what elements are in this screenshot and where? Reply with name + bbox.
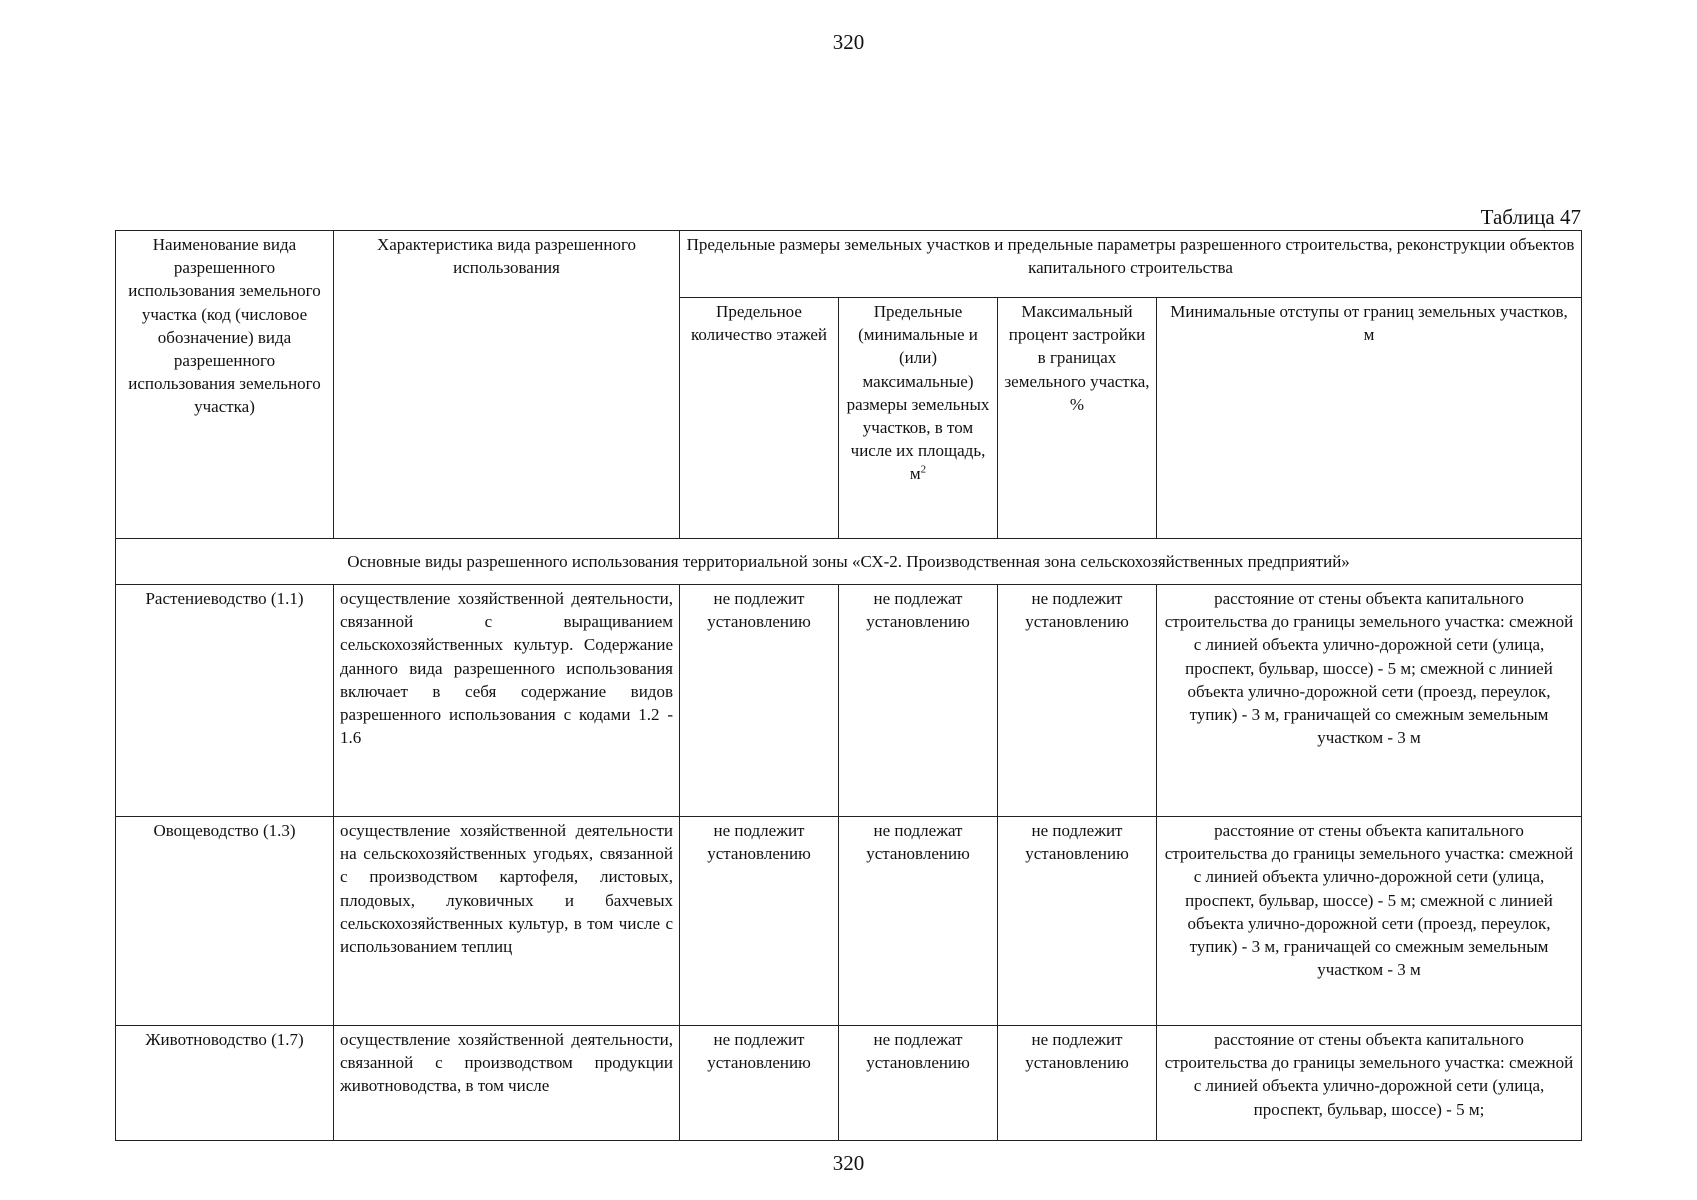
header-name: Наименование вида разрешенного использования земельного участка (код (числовое обозначение) вида разрешенного использования земельного участка) — [116, 231, 334, 539]
header-limits-group: Предельные размеры земельных участков и предельные параметры разрешенного строительства, реконструкции объектов капитального строительства — [680, 231, 1582, 298]
row-characteristic: осуществление хозяйственной деятельности на сельскохозяйственных угодьях, связанной с производством картофеля, листовых, плодовых, луковичных и бахчевых сельскохозяйственных культур, в том числе с использованием теплиц — [334, 817, 680, 1026]
row-sizes: не подлежат установлению — [839, 585, 998, 817]
regulations-table — [115, 230, 1582, 1141]
header-coverage: Максимальный процент застройки в границах земельного участка, % — [998, 298, 1157, 539]
table-row — [116, 817, 1582, 1026]
header-floors: Предельное количество этажей — [680, 298, 839, 539]
page-number-top: 320 — [832, 30, 865, 54]
row-name: Животноводство (1.7) — [116, 1026, 334, 1141]
header-sizes-text: Предельные (минимальные и (или) максимальные) размеры земельных участков, в том числе их площадь, м — [846, 302, 990, 484]
section-row — [116, 539, 1582, 585]
row-characteristic: осуществление хозяйственной деятельности, связанной с производством продукции животноводства, в том числе — [334, 1026, 680, 1141]
header-characteristic: Характеристика вида разрешенного использования — [334, 231, 680, 539]
table-row — [116, 1026, 1582, 1141]
row-coverage: не подлежит установлению — [998, 817, 1157, 1026]
row-floors: не подлежит установлению — [680, 1026, 839, 1141]
row-floors: не подлежит установлению — [680, 585, 839, 817]
row-sizes: не подлежат установлению — [839, 817, 998, 1026]
table-caption: Таблица 47 — [1480, 205, 1581, 229]
row-coverage: не подлежит установлению — [998, 1026, 1157, 1141]
header-row — [116, 231, 1582, 298]
page-number-bottom: 320 — [832, 1151, 865, 1175]
table-row — [116, 585, 1582, 817]
header-setbacks: Минимальные отступы от границ земельных участков, м — [1157, 298, 1582, 539]
row-setbacks: расстояние от стены объекта капитального строительства до границы земельного участка: смежной с линией объекта улично-дорожной сети (улица, проспект, бульвар, шоссе) - 5 м; смежной с линией объекта улично-дорожной сети (проезд, переулок, тупик) - 3 м, граничащей со смежным земельным участком - 3 м — [1157, 817, 1582, 1026]
row-characteristic: осуществление хозяйственной деятельности, связанной с выращиванием сельскохозяйственных культур. Содержание данного вида разрешенного использования включает в себя содержание видов разрешенного использования с кодами 1.2 - 1.6 — [334, 585, 680, 817]
row-name: Овощеводство (1.3) — [116, 817, 334, 1026]
header-sizes — [839, 298, 998, 539]
row-sizes: не подлежат установлению — [839, 1026, 998, 1141]
header-sizes-superscript: 2 — [920, 463, 927, 476]
row-setbacks: расстояние от стены объекта капитального строительства до границы земельного участка: смежной с линией объекта улично-дорожной сети (улица, проспект, бульвар, шоссе) - 5 м; смежной с линией объекта улично-дорожной сети (проезд, переулок, тупик) - 3 м, граничащей со смежным земельным участком - 3 м — [1157, 585, 1582, 817]
row-coverage: не подлежит установлению — [998, 585, 1157, 817]
row-floors: не подлежит установлению — [680, 817, 839, 1026]
row-setbacks: расстояние от стены объекта капитального строительства до границы земельного участка: смежной с линией объекта улично-дорожной сети (улица, проспект, бульвар, шоссе) - 5 м; — [1157, 1026, 1582, 1141]
row-name: Растениеводство (1.1) — [116, 585, 334, 817]
section-title: Основные виды разрешенного использования территориальной зоны «СХ-2. Производственная зона сельскохозяйственных предприятий» — [116, 539, 1582, 585]
